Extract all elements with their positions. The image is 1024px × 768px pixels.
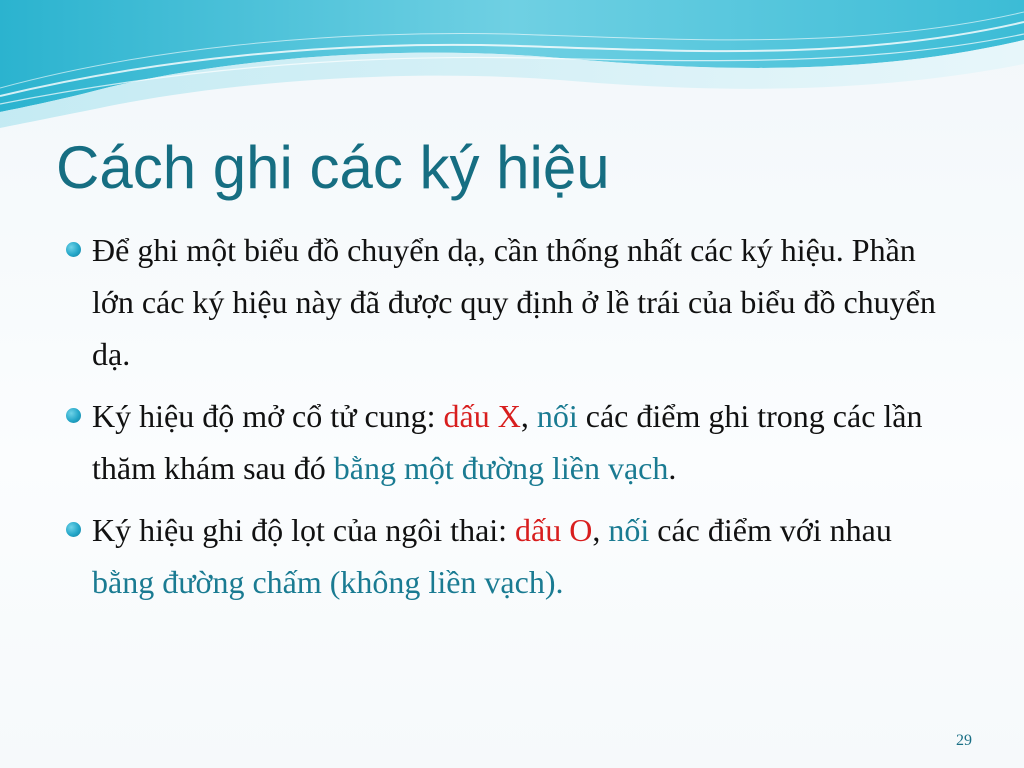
bullet-item [62, 390, 962, 494]
text-segment: , [592, 512, 609, 548]
highlight-red: dấu X [443, 398, 521, 434]
bullet-item [62, 504, 962, 608]
bullet-dot-icon [66, 522, 81, 537]
bullet-dot-icon [66, 408, 81, 423]
highlight-teal: bằng một đường liền vạch [333, 450, 669, 486]
highlight-teal: nối [608, 512, 650, 548]
page-number: 29 [956, 732, 972, 749]
text-segment: , [520, 398, 537, 434]
text-segment: các điểm với nhau [649, 512, 892, 548]
bullet-text [92, 398, 922, 486]
highlight-teal: nối [536, 398, 578, 434]
bullet-list [62, 224, 962, 618]
header-wave-decoration [0, 0, 1024, 140]
bullet-text [92, 512, 892, 600]
bullet-text [92, 232, 936, 372]
text-segment: Để ghi một biểu đồ chuyển dạ, cần thống nhất các ký hiệu. Phần lớn các ký hiệu này đã được quy định ở lề trái của biểu đồ chuyển dạ. [92, 232, 936, 372]
text-segment: Ký hiệu ghi độ lọt của ngôi thai: [92, 512, 516, 548]
highlight-teal: bằng đường chấm (không liền vạch). [92, 564, 564, 600]
bullet-item [62, 224, 962, 380]
bullet-dot-icon [66, 242, 81, 257]
text-segment: . [668, 450, 677, 486]
text-segment: các điểm ghi trong các lần thăm khám sau đó [92, 398, 923, 486]
highlight-red: dấu O [515, 512, 593, 548]
slide-title: Cách ghi các ký hiệu [56, 134, 610, 201]
text-segment: Ký hiệu độ mở cổ tử cung: [92, 398, 444, 434]
